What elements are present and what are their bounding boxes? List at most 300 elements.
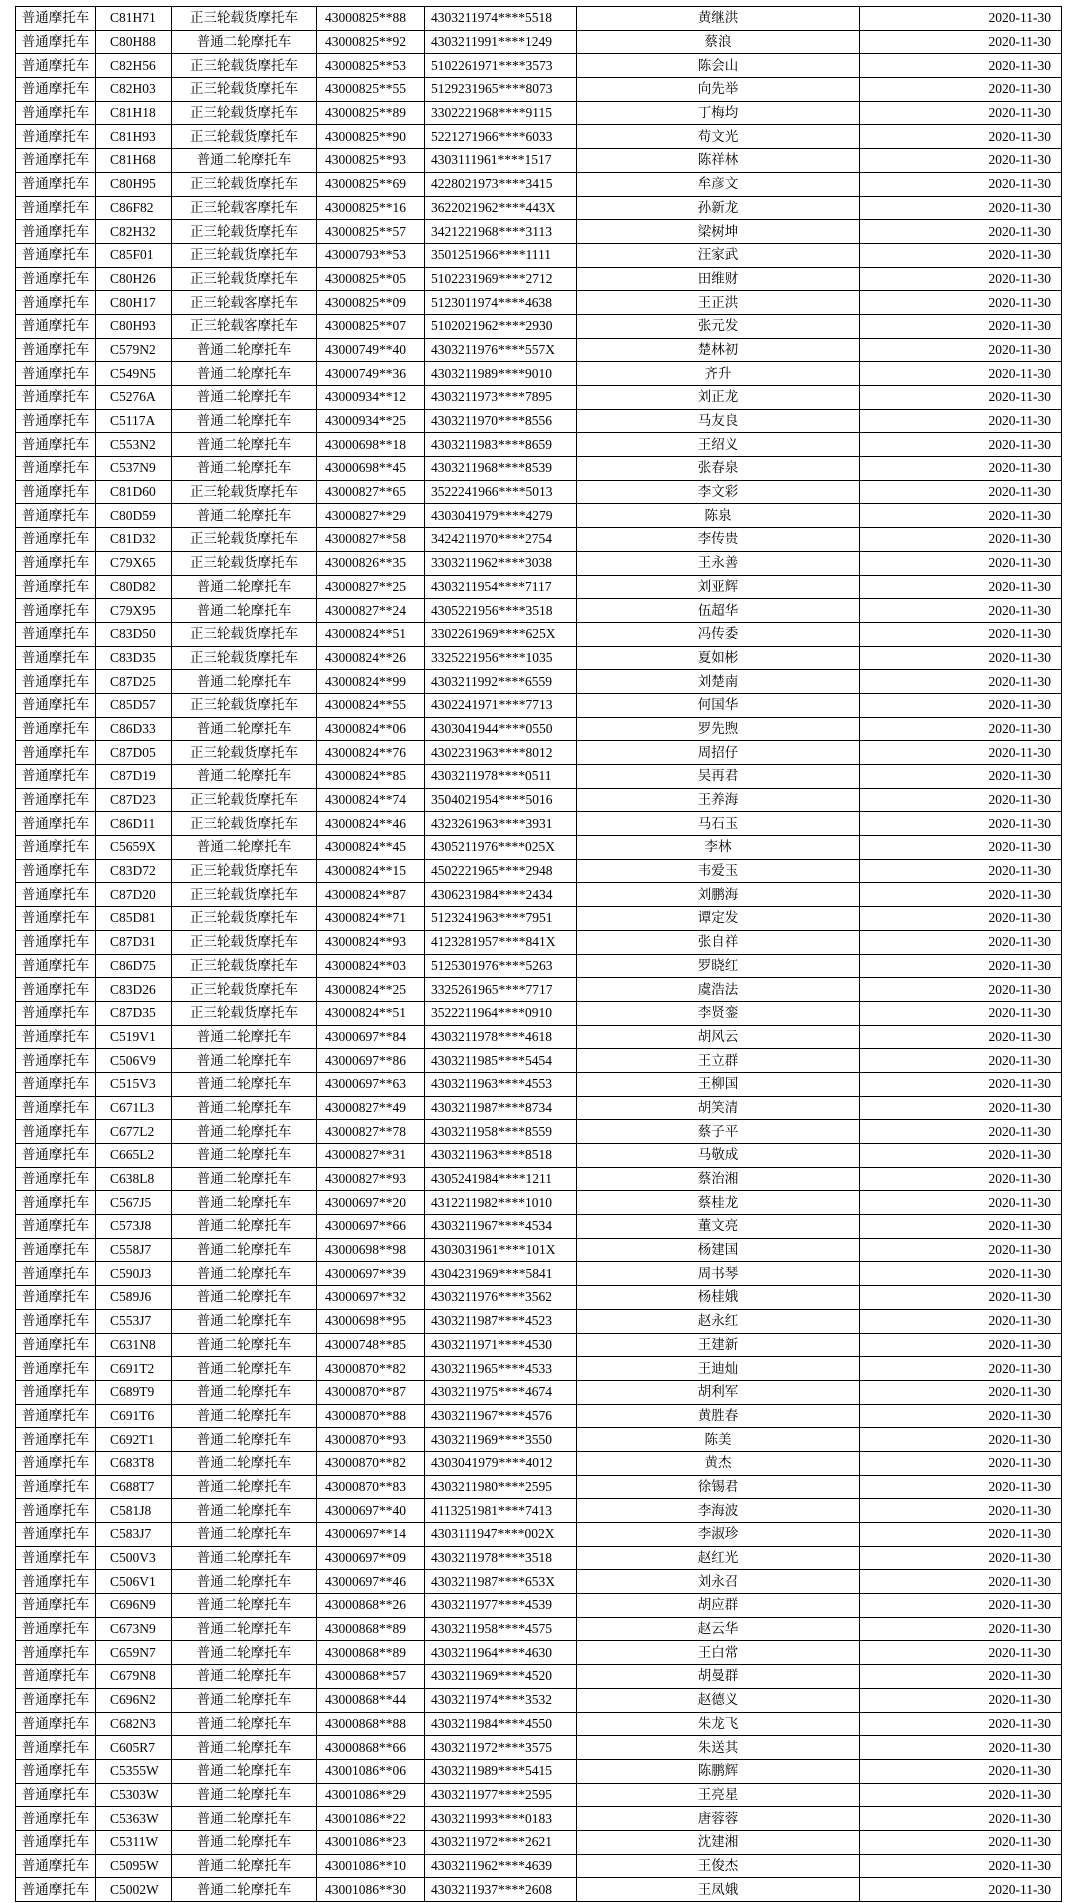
table-row (16, 528, 1062, 552)
plate-number-cell: C691T6 (96, 1404, 172, 1428)
license-number-cell: 43000870**93 (317, 1428, 425, 1452)
table-row (16, 1357, 1062, 1381)
license-number-cell: 43000825**16 (317, 196, 425, 220)
vehicle-type-cell: 正三轮载货摩托车 (172, 859, 317, 883)
table-row (16, 1404, 1062, 1428)
vehicle-class-cell: 普通摩托车 (16, 859, 96, 883)
plate-number-cell: C5002W (96, 1878, 172, 1902)
id-number-cell: 4303211964****4630 (425, 1641, 577, 1665)
license-number-cell: 43000698**95 (317, 1309, 425, 1333)
plate-number-cell: C83D50 (96, 622, 172, 646)
vehicle-class-cell: 普通摩托车 (16, 646, 96, 670)
table-row (16, 78, 1062, 102)
id-number-cell: 4303211980****2595 (425, 1475, 577, 1499)
plate-number-cell: C567J5 (96, 1191, 172, 1215)
date-cell: 2020-11-30 (860, 101, 1062, 125)
id-number-cell: 4303211989****5415 (425, 1759, 577, 1783)
license-number-cell: 43000868**66 (317, 1736, 425, 1760)
license-number-cell: 43001086**23 (317, 1830, 425, 1854)
vehicle-class-cell: 普通摩托车 (16, 1428, 96, 1452)
vehicle-type-cell: 普通二轮摩托车 (172, 1286, 317, 1310)
date-cell: 2020-11-30 (860, 1451, 1062, 1475)
license-number-cell: 43000868**44 (317, 1688, 425, 1712)
owner-name-cell: 张春泉 (577, 457, 860, 481)
owner-name-cell: 胡风云 (577, 1025, 860, 1049)
table-row (16, 599, 1062, 623)
table-row (16, 1546, 1062, 1570)
license-number-cell: 43000826**35 (317, 551, 425, 575)
vehicle-class-cell: 普通摩托车 (16, 78, 96, 102)
table-row (16, 1736, 1062, 1760)
owner-name-cell: 李贤銮 (577, 1001, 860, 1025)
owner-name-cell: 杨桂娥 (577, 1286, 860, 1310)
license-number-cell: 43000827**49 (317, 1096, 425, 1120)
plate-number-cell: C83D35 (96, 646, 172, 670)
owner-name-cell: 李林 (577, 836, 860, 860)
vehicle-type-cell: 普通二轮摩托车 (172, 1404, 317, 1428)
id-number-cell: 4306231984****2434 (425, 883, 577, 907)
license-number-cell: 43000824**03 (317, 954, 425, 978)
table-row (16, 1428, 1062, 1452)
date-cell: 2020-11-30 (860, 788, 1062, 812)
id-number-cell: 3302221968****9115 (425, 101, 577, 125)
vehicle-type-cell: 正三轮载货摩托车 (172, 54, 317, 78)
owner-name-cell: 伍超华 (577, 599, 860, 623)
license-number-cell: 43000697**40 (317, 1499, 425, 1523)
vehicle-type-cell: 正三轮载货摩托车 (172, 78, 317, 102)
owner-name-cell: 牟彦文 (577, 172, 860, 196)
license-number-cell: 43000748**85 (317, 1333, 425, 1357)
vehicle-class-cell: 普通摩托车 (16, 1144, 96, 1168)
table-row (16, 1830, 1062, 1854)
date-cell: 2020-11-30 (860, 1215, 1062, 1239)
id-number-cell: 4303211958****4575 (425, 1617, 577, 1641)
plate-number-cell: C519V1 (96, 1025, 172, 1049)
date-cell: 2020-11-30 (860, 1096, 1062, 1120)
plate-number-cell: C506V1 (96, 1570, 172, 1594)
vehicle-type-cell: 普通二轮摩托车 (172, 1380, 317, 1404)
id-number-cell: 5221271966****6033 (425, 125, 577, 149)
vehicle-class-cell: 普通摩托车 (16, 1404, 96, 1428)
owner-name-cell: 徐锡君 (577, 1475, 860, 1499)
date-cell: 2020-11-30 (860, 338, 1062, 362)
vehicle-type-cell: 正三轮载货摩托车 (172, 1001, 317, 1025)
vehicle-class-cell: 普通摩托车 (16, 1001, 96, 1025)
vehicle-type-cell: 普通二轮摩托车 (172, 1096, 317, 1120)
date-cell: 2020-11-30 (860, 433, 1062, 457)
owner-name-cell: 沈建湘 (577, 1830, 860, 1854)
id-number-cell: 3522211964****0910 (425, 1001, 577, 1025)
owner-name-cell: 胡应群 (577, 1594, 860, 1618)
table-row (16, 1072, 1062, 1096)
license-number-cell: 43000698**18 (317, 433, 425, 457)
plate-number-cell: C80H93 (96, 314, 172, 338)
owner-name-cell: 陈泉 (577, 504, 860, 528)
vehicle-class-cell: 普通摩托车 (16, 1309, 96, 1333)
table-row (16, 386, 1062, 410)
license-number-cell: 43000697**39 (317, 1262, 425, 1286)
owner-name-cell: 李海波 (577, 1499, 860, 1523)
table-row (16, 1499, 1062, 1523)
plate-number-cell: C86D11 (96, 812, 172, 836)
license-number-cell: 43000697**46 (317, 1570, 425, 1594)
license-number-cell: 43000697**09 (317, 1546, 425, 1570)
table-row (16, 1783, 1062, 1807)
vehicle-class-cell: 普通摩托车 (16, 409, 96, 433)
license-number-cell: 43000824**87 (317, 883, 425, 907)
table-row (16, 788, 1062, 812)
table-row (16, 1523, 1062, 1547)
vehicle-type-cell: 普通二轮摩托车 (172, 1215, 317, 1239)
license-number-cell: 43000868**88 (317, 1712, 425, 1736)
plate-number-cell: C500V3 (96, 1546, 172, 1570)
plate-number-cell: C81H93 (96, 125, 172, 149)
owner-name-cell: 张自祥 (577, 930, 860, 954)
plate-number-cell: C688T7 (96, 1475, 172, 1499)
vehicle-class-cell: 普通摩托车 (16, 1357, 96, 1381)
owner-name-cell: 罗先煦 (577, 717, 860, 741)
id-number-cell: 4312211982****1010 (425, 1191, 577, 1215)
table-row (16, 765, 1062, 789)
license-number-cell: 43000824**99 (317, 670, 425, 694)
id-number-cell: 4303211969****3550 (425, 1428, 577, 1452)
plate-number-cell: C87D35 (96, 1001, 172, 1025)
id-number-cell: 3325261965****7717 (425, 978, 577, 1002)
id-number-cell: 4303211989****9010 (425, 362, 577, 386)
vehicle-class-cell: 普通摩托车 (16, 836, 96, 860)
id-number-cell: 3421221968****3113 (425, 220, 577, 244)
vehicle-class-cell: 普通摩托车 (16, 693, 96, 717)
date-cell: 2020-11-30 (860, 1854, 1062, 1878)
id-number-cell: 4303211977****4539 (425, 1594, 577, 1618)
date-cell: 2020-11-30 (860, 1523, 1062, 1547)
date-cell: 2020-11-30 (860, 978, 1062, 1002)
vehicle-class-cell: 普通摩托车 (16, 1878, 96, 1902)
table-row (16, 1688, 1062, 1712)
owner-name-cell: 王建新 (577, 1333, 860, 1357)
vehicle-type-cell: 普通二轮摩托车 (172, 1025, 317, 1049)
id-number-cell: 3303211962****3038 (425, 551, 577, 575)
owner-name-cell: 刘鹏海 (577, 883, 860, 907)
license-number-cell: 43000827**29 (317, 504, 425, 528)
vehicle-class-cell: 普通摩托车 (16, 1570, 96, 1594)
table-row (16, 172, 1062, 196)
vehicle-class-cell: 普通摩托车 (16, 291, 96, 315)
license-number-cell: 43000825**88 (317, 7, 425, 31)
date-cell: 2020-11-30 (860, 1049, 1062, 1073)
id-number-cell: 5125301976****5263 (425, 954, 577, 978)
id-number-cell: 4303211973****7895 (425, 386, 577, 410)
plate-number-cell: C5311W (96, 1830, 172, 1854)
id-number-cell: 4303211978****0511 (425, 765, 577, 789)
vehicle-class-cell: 普通摩托车 (16, 670, 96, 694)
owner-name-cell: 黄胜春 (577, 1404, 860, 1428)
plate-number-cell: C671L3 (96, 1096, 172, 1120)
owner-name-cell: 赵红光 (577, 1546, 860, 1570)
vehicle-type-cell: 普通二轮摩托车 (172, 1309, 317, 1333)
plate-number-cell: C85D81 (96, 907, 172, 931)
owner-name-cell: 刘亚辉 (577, 575, 860, 599)
id-number-cell: 4228021973****3415 (425, 172, 577, 196)
plate-number-cell: C5355W (96, 1759, 172, 1783)
id-number-cell: 4305221956****3518 (425, 599, 577, 623)
license-number-cell: 43000824**06 (317, 717, 425, 741)
date-cell: 2020-11-30 (860, 480, 1062, 504)
owner-name-cell: 蔡子平 (577, 1120, 860, 1144)
owner-name-cell: 杨建国 (577, 1238, 860, 1262)
vehicle-class-cell: 普通摩托车 (16, 1072, 96, 1096)
owner-name-cell: 陈会山 (577, 54, 860, 78)
license-number-cell: 43000824**15 (317, 859, 425, 883)
table-row (16, 1238, 1062, 1262)
vehicle-class-cell: 普通摩托车 (16, 1712, 96, 1736)
date-cell: 2020-11-30 (860, 1428, 1062, 1452)
vehicle-class-cell: 普通摩托车 (16, 1191, 96, 1215)
license-number-cell: 43001086**22 (317, 1807, 425, 1831)
plate-number-cell: C80H26 (96, 267, 172, 291)
license-number-cell: 43000824**51 (317, 622, 425, 646)
license-number-cell: 43000697**84 (317, 1025, 425, 1049)
plate-number-cell: C5363W (96, 1807, 172, 1831)
license-number-cell: 43000824**74 (317, 788, 425, 812)
license-number-cell: 43000868**26 (317, 1594, 425, 1618)
license-number-cell: 43000870**88 (317, 1404, 425, 1428)
date-cell: 2020-11-30 (860, 1830, 1062, 1854)
vehicle-type-cell: 普通二轮摩托车 (172, 1451, 317, 1475)
date-cell: 2020-11-30 (860, 149, 1062, 173)
table-row (16, 646, 1062, 670)
owner-name-cell: 虞浩法 (577, 978, 860, 1002)
table-row (16, 1191, 1062, 1215)
id-number-cell: 4303211984****4550 (425, 1712, 577, 1736)
vehicle-class-cell: 普通摩托车 (16, 101, 96, 125)
id-number-cell: 4303211971****4530 (425, 1333, 577, 1357)
plate-number-cell: C86D33 (96, 717, 172, 741)
license-number-cell: 43000827**93 (317, 1167, 425, 1191)
table-row (16, 907, 1062, 931)
table-row (16, 1215, 1062, 1239)
date-cell: 2020-11-30 (860, 930, 1062, 954)
owner-name-cell: 赵德义 (577, 1688, 860, 1712)
id-number-cell: 4303211972****3575 (425, 1736, 577, 1760)
owner-name-cell: 田维财 (577, 267, 860, 291)
owner-name-cell: 王白常 (577, 1641, 860, 1665)
owner-name-cell: 吴再君 (577, 765, 860, 789)
id-number-cell: 4303211976****3562 (425, 1286, 577, 1310)
id-number-cell: 4304231969****5841 (425, 1262, 577, 1286)
table-row (16, 101, 1062, 125)
table-row (16, 243, 1062, 267)
owner-name-cell: 张元发 (577, 314, 860, 338)
vehicle-class-cell: 普通摩托车 (16, 1025, 96, 1049)
vehicle-type-cell: 普通二轮摩托车 (172, 1238, 317, 1262)
license-number-cell: 43000824**26 (317, 646, 425, 670)
owner-name-cell: 丁梅均 (577, 101, 860, 125)
id-number-cell: 4303031961****101X (425, 1238, 577, 1262)
owner-name-cell: 胡笑清 (577, 1096, 860, 1120)
id-number-cell: 5102231969****2712 (425, 267, 577, 291)
plate-number-cell: C83D26 (96, 978, 172, 1002)
vehicle-type-cell: 正三轮载货摩托车 (172, 551, 317, 575)
plate-number-cell: C537N9 (96, 457, 172, 481)
vehicle-class-cell: 普通摩托车 (16, 575, 96, 599)
table-row (16, 480, 1062, 504)
id-number-cell: 4303211965****4533 (425, 1357, 577, 1381)
vehicle-type-cell: 普通二轮摩托车 (172, 765, 317, 789)
vehicle-class-cell: 普通摩托车 (16, 30, 96, 54)
plate-number-cell: C573J8 (96, 1215, 172, 1239)
license-number-cell: 43000934**12 (317, 386, 425, 410)
owner-name-cell: 黄继洪 (577, 7, 860, 31)
vehicle-type-cell: 普通二轮摩托车 (172, 1523, 317, 1547)
vehicle-class-cell: 普通摩托车 (16, 1167, 96, 1191)
table-row (16, 1854, 1062, 1878)
vehicle-class-cell: 普通摩托车 (16, 314, 96, 338)
license-number-cell: 43000825**57 (317, 220, 425, 244)
table-row (16, 622, 1062, 646)
plate-number-cell: C82H56 (96, 54, 172, 78)
vehicle-class-cell: 普通摩托车 (16, 1759, 96, 1783)
owner-name-cell: 楚林初 (577, 338, 860, 362)
vehicle-type-cell: 普通二轮摩托车 (172, 1120, 317, 1144)
vehicle-class-cell: 普通摩托车 (16, 1333, 96, 1357)
owner-name-cell: 朱龙飞 (577, 1712, 860, 1736)
owner-name-cell: 刘永召 (577, 1570, 860, 1594)
vehicle-class-cell: 普通摩托车 (16, 978, 96, 1002)
plate-number-cell: C80H17 (96, 291, 172, 315)
owner-name-cell: 陈美 (577, 1428, 860, 1452)
id-number-cell: 3424211970****2754 (425, 528, 577, 552)
id-number-cell: 4303211967****4534 (425, 1215, 577, 1239)
vehicle-class-cell: 普通摩托车 (16, 1783, 96, 1807)
vehicle-type-cell: 普通二轮摩托车 (172, 338, 317, 362)
owner-name-cell: 黄杰 (577, 1451, 860, 1475)
license-number-cell: 43000825**90 (317, 125, 425, 149)
license-number-cell: 43000697**66 (317, 1215, 425, 1239)
vehicle-class-cell: 普通摩托车 (16, 1688, 96, 1712)
plate-number-cell: C506V9 (96, 1049, 172, 1073)
date-cell: 2020-11-30 (860, 622, 1062, 646)
id-number-cell: 4303211977****2595 (425, 1783, 577, 1807)
plate-number-cell: C83D72 (96, 859, 172, 883)
vehicle-type-cell: 普通二轮摩托车 (172, 1617, 317, 1641)
table-row (16, 930, 1062, 954)
owner-name-cell: 王凤娥 (577, 1878, 860, 1902)
vehicle-type-cell: 普通二轮摩托车 (172, 1570, 317, 1594)
vehicle-type-cell: 普通二轮摩托车 (172, 670, 317, 694)
id-number-cell: 4303211963****4553 (425, 1072, 577, 1096)
date-cell: 2020-11-30 (860, 1759, 1062, 1783)
license-number-cell: 43000868**89 (317, 1617, 425, 1641)
id-number-cell: 4303211991****1249 (425, 30, 577, 54)
date-cell: 2020-11-30 (860, 1475, 1062, 1499)
vehicle-type-cell: 普通二轮摩托车 (172, 362, 317, 386)
vehicle-type-cell: 普通二轮摩托车 (172, 457, 317, 481)
owner-name-cell: 汪家武 (577, 243, 860, 267)
vehicle-type-cell: 普通二轮摩托车 (172, 1854, 317, 1878)
license-number-cell: 43000824**25 (317, 978, 425, 1002)
vehicle-class-cell: 普通摩托车 (16, 741, 96, 765)
vehicle-type-cell: 普通二轮摩托车 (172, 575, 317, 599)
table-row (16, 551, 1062, 575)
table-row (16, 1167, 1062, 1191)
id-number-cell: 4303041979****4279 (425, 504, 577, 528)
id-number-cell: 5129231965****8073 (425, 78, 577, 102)
vehicle-type-cell: 普通二轮摩托车 (172, 1357, 317, 1381)
plate-number-cell: C81D60 (96, 480, 172, 504)
vehicle-type-cell: 正三轮载货摩托车 (172, 622, 317, 646)
date-cell: 2020-11-30 (860, 1333, 1062, 1357)
table-row (16, 125, 1062, 149)
plate-number-cell: C82H03 (96, 78, 172, 102)
table-row (16, 741, 1062, 765)
id-number-cell: 4303211978****3518 (425, 1546, 577, 1570)
date-cell: 2020-11-30 (860, 551, 1062, 575)
table-row (16, 1759, 1062, 1783)
vehicle-class-cell: 普通摩托车 (16, 1475, 96, 1499)
vehicle-class-cell: 普通摩托车 (16, 930, 96, 954)
date-cell: 2020-11-30 (860, 386, 1062, 410)
id-number-cell: 3522241966****5013 (425, 480, 577, 504)
plate-number-cell: C86D75 (96, 954, 172, 978)
vehicle-class-cell: 普通摩托车 (16, 1617, 96, 1641)
id-number-cell: 4303211978****4618 (425, 1025, 577, 1049)
plate-number-cell: C553N2 (96, 433, 172, 457)
date-cell: 2020-11-30 (860, 1878, 1062, 1902)
vehicle-class-cell: 普通摩托车 (16, 599, 96, 623)
license-number-cell: 43000749**40 (317, 338, 425, 362)
id-number-cell: 4303041979****4012 (425, 1451, 577, 1475)
date-cell: 2020-11-30 (860, 1546, 1062, 1570)
vehicle-class-cell: 普通摩托车 (16, 1120, 96, 1144)
date-cell: 2020-11-30 (860, 646, 1062, 670)
owner-name-cell: 李传贵 (577, 528, 860, 552)
license-number-cell: 43000827**24 (317, 599, 425, 623)
table-row (16, 314, 1062, 338)
plate-number-cell: C87D31 (96, 930, 172, 954)
vehicle-class-cell: 普通摩托车 (16, 480, 96, 504)
plate-number-cell: C86F82 (96, 196, 172, 220)
license-number-cell: 43000827**58 (317, 528, 425, 552)
date-cell: 2020-11-30 (860, 693, 1062, 717)
license-number-cell: 43000824**85 (317, 765, 425, 789)
id-number-cell: 5102261971****3573 (425, 54, 577, 78)
date-cell: 2020-11-30 (860, 1404, 1062, 1428)
plate-number-cell: C589J6 (96, 1286, 172, 1310)
plate-number-cell: C581J8 (96, 1499, 172, 1523)
table-row (16, 1309, 1062, 1333)
date-cell: 2020-11-30 (860, 1641, 1062, 1665)
license-number-cell: 43001086**30 (317, 1878, 425, 1902)
vehicle-type-cell: 正三轮载货摩托车 (172, 528, 317, 552)
owner-name-cell: 马石玉 (577, 812, 860, 836)
id-number-cell: 4303211968****8539 (425, 457, 577, 481)
vehicle-class-cell: 普通摩托车 (16, 1523, 96, 1547)
vehicle-class-cell: 普通摩托车 (16, 1286, 96, 1310)
vehicle-class-cell: 普通摩托车 (16, 1049, 96, 1073)
license-number-cell: 43000827**78 (317, 1120, 425, 1144)
table-row (16, 575, 1062, 599)
owner-name-cell: 刘正龙 (577, 386, 860, 410)
vehicle-type-cell: 正三轮载货摩托车 (172, 243, 317, 267)
owner-name-cell: 王绍义 (577, 433, 860, 457)
table-row (16, 1262, 1062, 1286)
vehicle-type-cell: 正三轮载货摩托车 (172, 788, 317, 812)
vehicle-type-cell: 正三轮载货摩托车 (172, 978, 317, 1002)
vehicle-type-cell: 正三轮载货摩托车 (172, 480, 317, 504)
table-row (16, 457, 1062, 481)
date-cell: 2020-11-30 (860, 1286, 1062, 1310)
